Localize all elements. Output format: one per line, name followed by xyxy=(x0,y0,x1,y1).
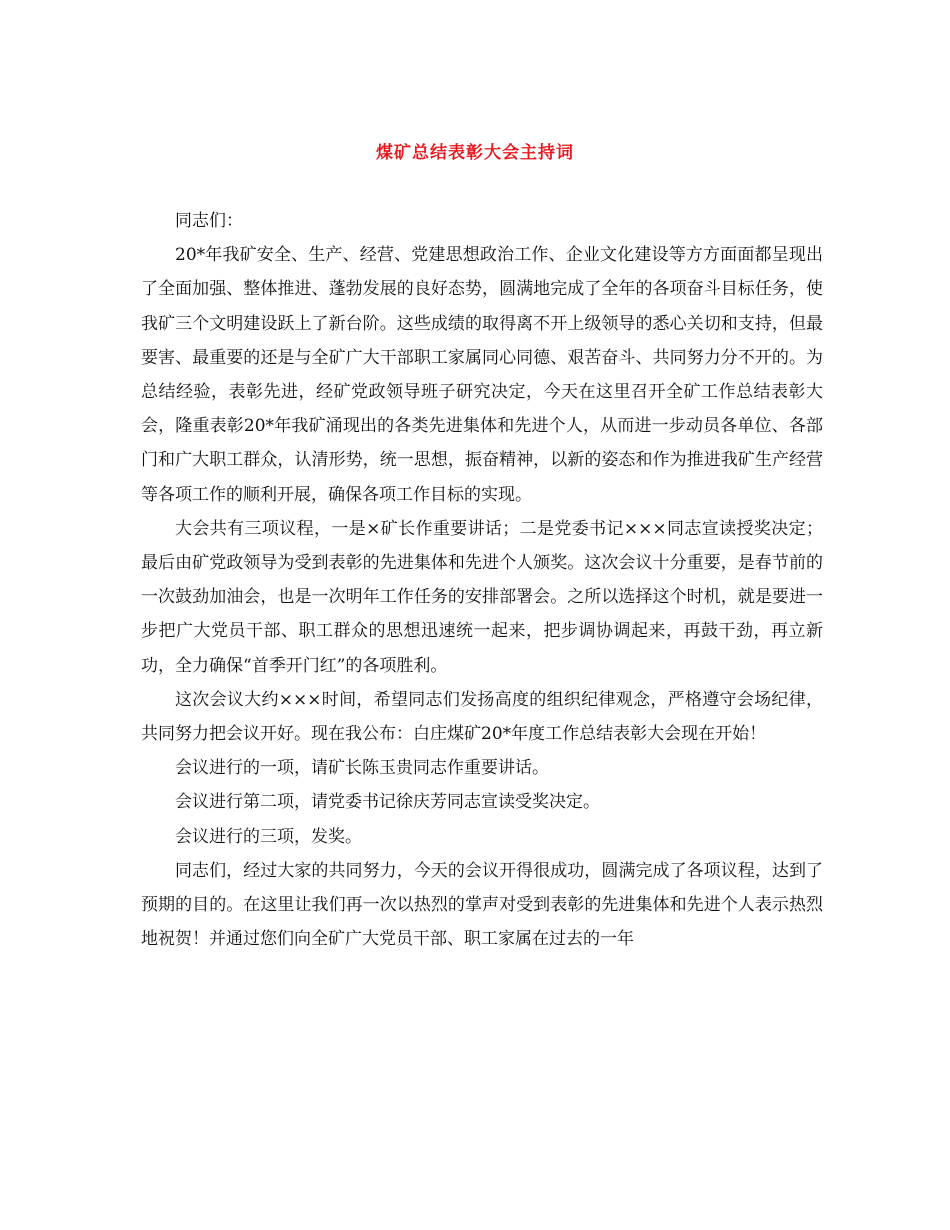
salutation-paragraph: 同志们： xyxy=(175,211,243,231)
agenda-item-1: 会议进行的一项，请矿长陈玉贵同志作重要讲话。 xyxy=(175,758,549,779)
body-paragraph: 同志们，经过大家的共同努力，今天的会议开得很成功，圆满完成了各项议程，达到了预期的目的。在这里让我们再一次以热烈的掌声对受到表彰的先进集体和先进个人表示热烈地祝贺！并通过您们向全矿广大党员干部、职工家属在过去的一年 xyxy=(141,860,823,950)
agenda-item-2: 会议进行第二项，请党委书记徐庆芳同志宣读受奖决定。 xyxy=(175,792,600,813)
agenda-item-3: 会议进行的三项，发奖。 xyxy=(175,826,362,847)
body-paragraph: 20*年我矿安全、生产、经营、党建思想政治工作、企业文化建设等方方面面都呈现出了全面加强、整体推进、蓬勃发展的良好态势，圆满地完成了全年的各项奋斗目标任务，使我矿三个文明建设跃上了新台阶。这些成绩的取得离不开上级领导的悉心关切和支持，但最要害、最重要的还是与全矿广大干部职工家属同心同德、艰苦奋斗、共同努力分不开的。为总结经验，表彰先进，经矿党政领导班子研究决定，今天在这里召开全矿工作总结表彰大会，隆重表彰20*年我矿涌现出的各类先进集体和先进个人，从而进一步动员各单位、各部门和广大职工群众，认清形势，统一思想，振奋精神，以新的姿态和作为推进我矿生产经营等各项工作的顺利开展，确保各项工作目标的实现。 xyxy=(141,245,823,505)
body-paragraph: 大会共有三项议程，一是×矿长作重要讲话；二是党委书记×××同志宣读授奖决定；最后由矿党政领导为受到表彰的先进集体和先进个人颁奖。这次会议十分重要，是春节前的一次鼓劲加油会，也是一次明年工作任务的安排部署会。之所以选择这个时机，就是要进一步把广大党员干部、职工群众的思想迅速统一起来，把步调协调起来，再鼓干劲，再立新功，全力确保“首季开门红”的各项胜利。 xyxy=(141,518,823,676)
document-body xyxy=(141,204,823,956)
document-title: 煤矿总结表彰大会主持词 xyxy=(376,143,574,163)
body-paragraph: 这次会议大约×××时间，希望同志们发扬高度的组织纪律观念，严格遵守会场纪律，共同努力把会议开好。现在我公布：白庄煤矿20*年度工作总结表彰大会现在开始！ xyxy=(141,689,823,745)
